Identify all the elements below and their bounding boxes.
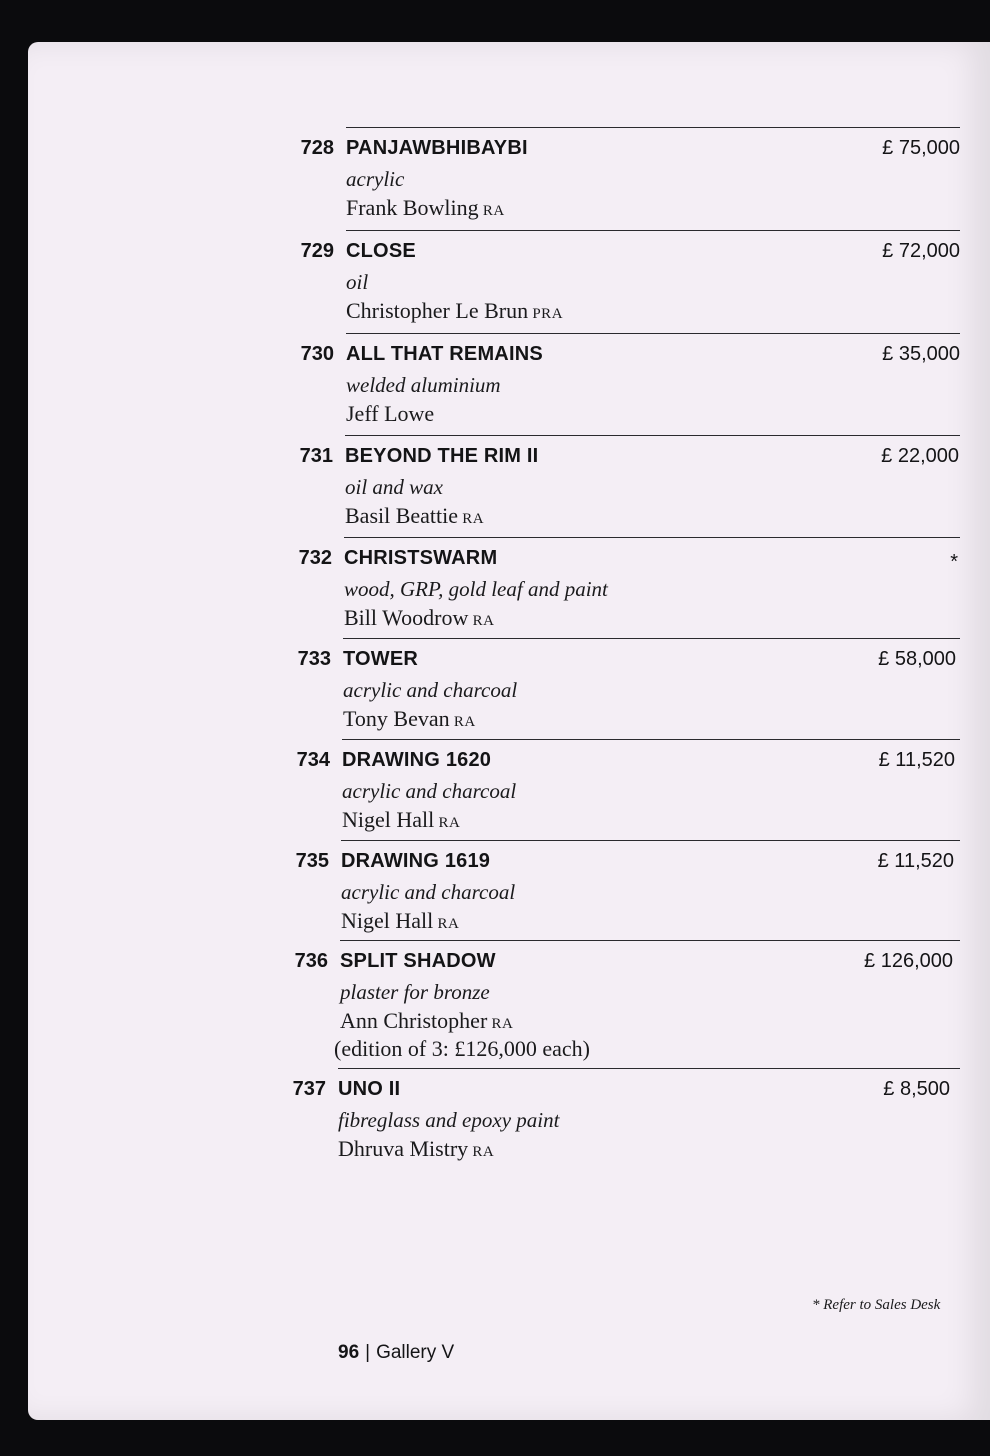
artist-honours: RA	[449, 714, 476, 730]
artist-honours: RA	[468, 613, 495, 629]
entry-artist	[343, 706, 476, 732]
entry-medium: fibreglass and epoxy paint	[338, 1108, 560, 1132]
artist-honours: RA	[458, 511, 485, 527]
entry-number: 733	[297, 648, 331, 670]
entry-price: £ 72,000	[882, 240, 960, 262]
entry-artist	[346, 195, 505, 221]
section-name: Gallery V	[376, 1342, 455, 1363]
artist-honours: RA	[434, 815, 461, 831]
entry-number: 731	[299, 445, 333, 467]
artist-name: Jeff Lowe	[346, 401, 435, 426]
entry-number: 735	[295, 850, 329, 872]
catalogue-page	[28, 42, 990, 1420]
entry-medium: acrylic	[346, 167, 405, 191]
entry-artist	[346, 401, 434, 427]
entry-artist	[345, 503, 484, 529]
artist-honours: PRA	[528, 306, 564, 322]
entry-artist	[342, 807, 460, 833]
entry-number: 730	[300, 343, 334, 365]
entry-price: £ 22,000	[881, 445, 959, 467]
entry-artist	[338, 1136, 494, 1162]
entry-artist	[340, 1008, 513, 1034]
entry-edition: (edition of 3: £126,000 each)	[334, 1036, 590, 1061]
entry-medium: acrylic and charcoal	[343, 678, 518, 702]
entry-number: 732	[298, 547, 332, 569]
entry-rule	[344, 537, 960, 538]
entry-number: 737	[292, 1078, 326, 1100]
entry-rule	[346, 230, 960, 231]
entry-number: 736	[294, 950, 328, 972]
entry-title: ALL THAT REMAINS	[346, 343, 543, 365]
sales-desk-note: * Refer to Sales Desk	[812, 1297, 941, 1313]
page-footer	[338, 1342, 454, 1364]
entry-title: SPLIT SHADOW	[340, 950, 496, 972]
entry-medium: wood, GRP, gold leaf and paint	[344, 577, 608, 601]
entry-title: BEYOND THE RIM II	[345, 445, 539, 467]
entry-title: PANJAWBHIBAYBI	[346, 137, 528, 159]
entry-title: UNO II	[338, 1078, 401, 1100]
artist-name: Christopher Le Brun	[346, 298, 529, 323]
artist-honours: RA	[487, 1016, 514, 1032]
entry-medium: plaster for bronze	[340, 980, 490, 1004]
entry-medium: oil	[346, 270, 369, 294]
entry-price: £ 75,000	[882, 137, 960, 159]
entry-price: £ 58,000	[878, 648, 956, 670]
entry-medium: welded aluminium	[346, 373, 501, 397]
artist-name: Ann Christopher	[340, 1008, 488, 1033]
artist-name: Bill Woodrow	[344, 605, 469, 630]
artist-name: Nigel Hall	[342, 807, 435, 832]
entry-rule	[338, 1068, 960, 1069]
entry-rule	[346, 127, 960, 128]
entry-rule	[346, 333, 960, 334]
footer-separator: |	[365, 1342, 371, 1363]
entry-rule	[341, 840, 960, 841]
entry-artist	[344, 605, 494, 631]
artist-honours: RA	[433, 916, 460, 932]
entry-number: 734	[296, 749, 330, 771]
entry-price: £ 126,000	[864, 950, 953, 972]
entry-rule	[342, 739, 960, 740]
entry-artist	[341, 908, 459, 934]
artist-honours: RA	[468, 1144, 495, 1160]
entry-title: TOWER	[343, 648, 419, 670]
entry-artist	[346, 298, 563, 324]
artist-name: Dhruva Mistry	[338, 1136, 469, 1161]
entry-title: DRAWING 1620	[342, 749, 492, 771]
entry-number: 728	[300, 137, 334, 159]
entry-title: CHRISTSWARM	[344, 547, 498, 569]
entry-price: *	[950, 551, 958, 573]
entry-price: £ 11,520	[877, 850, 954, 872]
entry-rule	[340, 940, 960, 941]
entry-title: DRAWING 1619	[341, 850, 491, 872]
artist-name: Frank Bowling	[346, 195, 479, 220]
entry-rule	[343, 638, 960, 639]
artist-name: Tony Bevan	[343, 706, 450, 731]
entry-medium: oil and wax	[345, 475, 443, 499]
entry-number: 729	[300, 240, 334, 262]
artist-name: Nigel Hall	[341, 908, 434, 933]
page-number: 96	[338, 1342, 360, 1363]
entry-price: £ 11,520	[878, 749, 955, 771]
artist-honours: RA	[478, 203, 505, 219]
catalogue-list	[28, 42, 990, 1420]
artist-name: Basil Beattie	[345, 503, 459, 528]
entry-medium: acrylic and charcoal	[341, 880, 516, 904]
entry-title: CLOSE	[346, 240, 416, 262]
entry-medium: acrylic and charcoal	[342, 779, 517, 803]
entry-rule	[345, 435, 960, 436]
entry-price: £ 35,000	[882, 343, 960, 365]
entry-price: £ 8,500	[883, 1078, 950, 1100]
